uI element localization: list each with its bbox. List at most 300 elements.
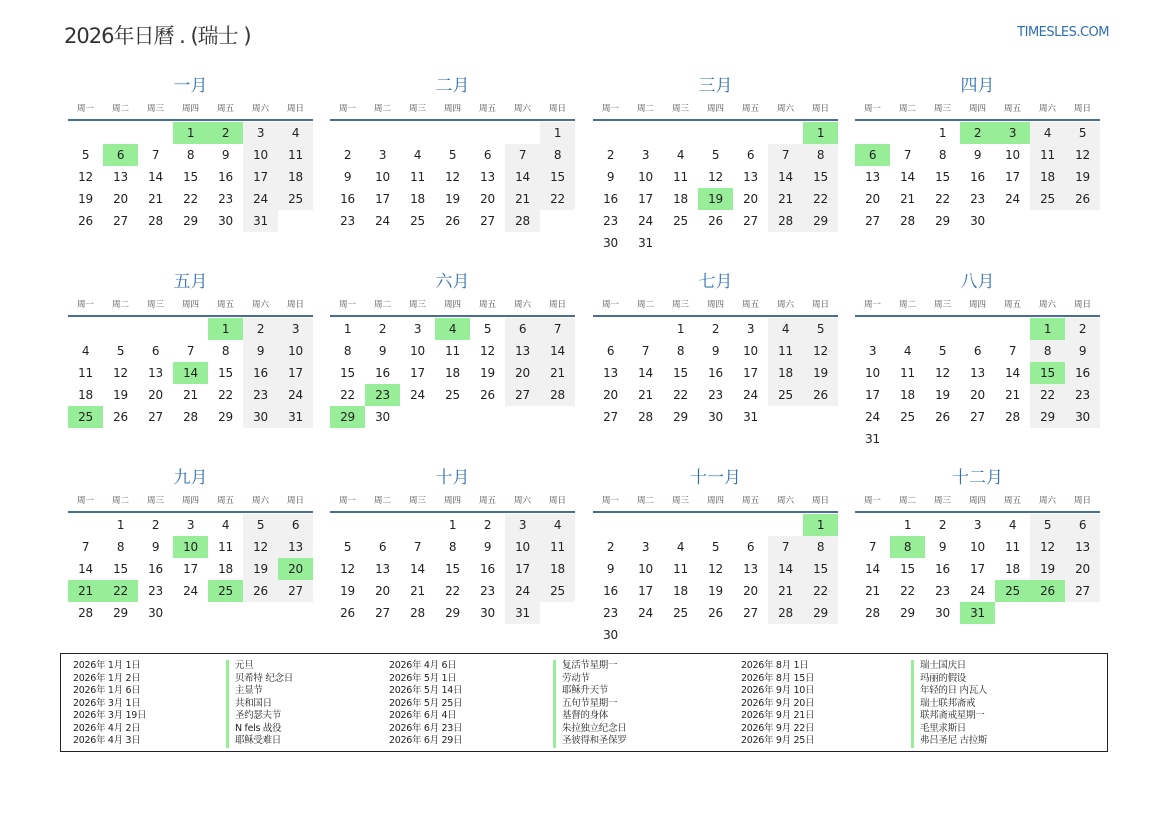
day-cell: 9 [606, 562, 615, 576]
day-cell: 7 [903, 148, 912, 162]
weekday-label: 周四 [706, 300, 724, 310]
weekday-label: 周六 [513, 104, 531, 114]
day-blank [925, 318, 960, 340]
day-cell: 28 [1005, 410, 1020, 424]
holiday-list [60, 653, 1108, 752]
weekday-label: 周二 [373, 104, 391, 114]
holiday-date: 2026年 9月 25日 [741, 735, 815, 746]
day-cell: 8 [938, 148, 947, 162]
day-cell: 14 [768, 166, 803, 188]
day-cell: 12 [803, 340, 838, 362]
day-cell: 19 [445, 192, 460, 206]
weekday-label: 周四 [706, 496, 724, 506]
day-blank [960, 318, 995, 340]
day-cell: 15 [673, 366, 688, 380]
day-cell: 5 [938, 344, 947, 358]
day-cell: 22 [218, 388, 233, 402]
day-cell: 16 [243, 362, 278, 384]
holiday-date: 2026年 4月 3日 [73, 735, 141, 746]
weekday-label: 周六 [1038, 496, 1056, 506]
weekday-label: 周二 [898, 300, 916, 310]
day-cell: 3 [746, 322, 755, 336]
day-cell: 26 [113, 410, 128, 424]
day-cell: 10 [638, 170, 653, 184]
day-cell: 10 [410, 344, 425, 358]
day-cell: 10 [505, 536, 540, 558]
day-cell: 15 [540, 166, 575, 188]
weekday-label: 周日 [811, 496, 829, 506]
holiday-name: 耶稣受难日 [226, 735, 281, 748]
day-cell: 19 [1065, 166, 1100, 188]
day-cell: 12 [243, 536, 278, 558]
month-block [68, 465, 313, 624]
weekday-header [593, 295, 838, 317]
day-blank [470, 122, 505, 144]
day-cell-holiday: 25 [208, 580, 243, 602]
weekday-label: 周日 [548, 300, 566, 310]
day-cell-holiday: 1 [173, 122, 208, 144]
day-cell: 5 [81, 148, 90, 162]
holiday-name: 复活节星期一 [553, 660, 617, 673]
day-cell: 29 [183, 214, 198, 228]
day-cell: 6 [278, 514, 313, 536]
day-grid [855, 318, 1100, 450]
day-blank [173, 318, 208, 340]
weekday-label: 周六 [513, 496, 531, 506]
day-cell: 17 [865, 388, 880, 402]
weekday-label: 周三 [671, 300, 689, 310]
day-cell: 2 [243, 318, 278, 340]
holiday-date: 2026年 8月 1日 [741, 660, 809, 671]
day-cell: 9 [378, 344, 387, 358]
weekday-label: 周二 [111, 104, 129, 114]
day-cell: 19 [243, 558, 278, 580]
month-name: 十一月 [690, 468, 741, 488]
holiday-date: 2026年 1月 1日 [73, 660, 141, 671]
day-cell: 17 [243, 166, 278, 188]
day-blank [593, 122, 628, 144]
day-blank [698, 122, 733, 144]
day-cell: 24 [970, 584, 985, 598]
day-cell: 27 [970, 410, 985, 424]
day-cell: 25 [673, 606, 688, 620]
day-blank [365, 514, 400, 536]
holiday-name: 年轻的日 内瓦人 [911, 685, 987, 698]
day-cell: 11 [540, 536, 575, 558]
day-cell: 3 [413, 322, 422, 336]
day-cell: 30 [970, 214, 985, 228]
day-cell: 1 [343, 322, 352, 336]
day-cell-holiday: 15 [1030, 362, 1065, 384]
month-name: 十月 [435, 468, 470, 488]
month-block [330, 465, 575, 624]
day-cell: 3 [868, 344, 877, 358]
day-cell: 10 [1005, 148, 1020, 162]
day-cell: 27 [480, 214, 495, 228]
weekday-label: 周五 [1003, 300, 1021, 310]
holiday-date: 2026年 3月 19日 [73, 710, 147, 721]
weekday-label: 周二 [898, 104, 916, 114]
day-cell: 3 [973, 518, 982, 532]
day-cell: 24 [375, 214, 390, 228]
day-cell: 25 [540, 580, 575, 602]
day-cell: 27 [505, 384, 540, 406]
day-cell-holiday: 26 [1030, 580, 1065, 602]
day-cell: 27 [865, 214, 880, 228]
day-cell: 18 [768, 362, 803, 384]
day-cell: 27 [148, 410, 163, 424]
day-cell: 11 [78, 366, 93, 380]
day-cell-holiday: 14 [173, 362, 208, 384]
day-cell: 2 [938, 518, 947, 532]
day-cell: 7 [768, 536, 803, 558]
holiday-name: 圣彼得和圣保罗 [553, 735, 626, 748]
day-cell-holiday: 1 [803, 514, 838, 536]
day-blank [68, 318, 103, 340]
day-cell-holiday: 22 [103, 580, 138, 602]
day-cell: 14 [78, 562, 93, 576]
day-cell: 23 [603, 214, 618, 228]
weekday-label: 周三 [671, 496, 689, 506]
day-cell: 5 [711, 540, 720, 554]
day-cell: 21 [900, 192, 915, 206]
weekday-label: 周五 [216, 300, 234, 310]
weekday-label: 周三 [671, 104, 689, 114]
day-cell: 30 [375, 410, 390, 424]
day-cell: 2 [606, 540, 615, 554]
day-cell: 14 [865, 562, 880, 576]
holiday-name: 耶稣升天节 [553, 685, 608, 698]
holiday-name: 劳动节 [553, 673, 590, 686]
weekday-label: 周五 [478, 496, 496, 506]
day-cell: 21 [638, 388, 653, 402]
day-cell: 3 [505, 514, 540, 536]
day-blank [995, 318, 1030, 340]
day-cell: 16 [148, 562, 163, 576]
day-cell: 21 [768, 188, 803, 210]
day-cell: 15 [183, 170, 198, 184]
day-cell: 6 [505, 318, 540, 340]
day-cell: 4 [768, 318, 803, 340]
weekday-label: 周一 [338, 496, 356, 506]
day-cell: 7 [81, 540, 90, 554]
day-cell: 10 [865, 366, 880, 380]
day-cell: 17 [410, 366, 425, 380]
day-cell: 21 [768, 580, 803, 602]
day-cell: 8 [116, 540, 125, 554]
day-cell: 1 [676, 322, 685, 336]
weekday-label: 周三 [933, 496, 951, 506]
day-cell: 3 [641, 540, 650, 554]
day-blank [400, 122, 435, 144]
day-cell: 9 [938, 540, 947, 554]
weekday-label: 周五 [478, 104, 496, 114]
holiday-name: 基督的身体 [553, 710, 608, 723]
day-blank [855, 514, 890, 536]
day-cell: 24 [638, 214, 653, 228]
weekday-label: 周二 [111, 496, 129, 506]
day-cell: 5 [1065, 122, 1100, 144]
day-blank [628, 318, 663, 340]
holiday-name: N fels 战役 [226, 723, 281, 736]
day-cell: 28 [78, 606, 93, 620]
holiday-date: 2026年 1月 2日 [73, 672, 141, 684]
day-cell: 4 [413, 148, 422, 162]
holiday-date: 2026年 1月 6日 [73, 685, 141, 696]
day-cell: 10 [743, 344, 758, 358]
day-cell: 17 [638, 192, 653, 206]
day-cell: 28 [865, 606, 880, 620]
day-cell: 9 [151, 540, 160, 554]
day-cell: 14 [1005, 366, 1020, 380]
day-cell: 24 [743, 388, 758, 402]
day-cell: 18 [278, 166, 313, 188]
weekday-label: 周日 [1073, 496, 1091, 506]
day-cell: 4 [676, 148, 685, 162]
day-grid [68, 318, 313, 428]
weekday-label: 周四 [181, 496, 199, 506]
day-cell: 24 [1005, 192, 1020, 206]
day-cell: 27 [603, 410, 618, 424]
weekday-label: 周一 [863, 496, 881, 506]
day-cell: 26 [1065, 188, 1100, 210]
day-cell: 22 [935, 192, 950, 206]
day-cell: 9 [343, 170, 352, 184]
day-cell: 19 [340, 584, 355, 598]
site-link[interactable]: TIMESLES.COM [1017, 25, 1109, 40]
weekday-label: 周六 [513, 300, 531, 310]
day-cell: 26 [480, 388, 495, 402]
day-cell: 31 [638, 236, 653, 250]
day-cell: 11 [1030, 144, 1065, 166]
weekday-label: 周日 [548, 104, 566, 114]
day-cell: 19 [935, 388, 950, 402]
month-block [855, 465, 1100, 624]
day-cell: 23 [603, 606, 618, 620]
weekday-label: 周日 [1073, 104, 1091, 114]
weekday-label: 周四 [706, 104, 724, 114]
day-cell: 28 [638, 410, 653, 424]
holiday-name: 玛丽的假设 [911, 673, 966, 686]
day-blank [855, 122, 890, 144]
day-cell: 5 [483, 322, 492, 336]
day-cell: 4 [1008, 518, 1017, 532]
day-cell: 13 [148, 366, 163, 380]
day-cell: 6 [151, 344, 160, 358]
weekday-label: 周日 [548, 496, 566, 506]
weekday-header [330, 99, 575, 121]
day-cell: 12 [1065, 144, 1100, 166]
weekday-label: 周一 [601, 300, 619, 310]
day-cell: 10 [278, 340, 313, 362]
day-cell: 11 [1005, 540, 1020, 554]
day-cell: 30 [243, 406, 278, 428]
day-cell: 21 [505, 188, 540, 210]
day-cell: 5 [448, 148, 457, 162]
holiday-date: 2026年 9月 20日 [741, 697, 815, 709]
day-cell: 13 [743, 170, 758, 184]
day-cell: 1 [540, 122, 575, 144]
day-cell: 28 [148, 214, 163, 228]
weekday-label: 周二 [898, 496, 916, 506]
day-cell: 13 [113, 170, 128, 184]
day-grid [593, 122, 838, 254]
day-cell: 14 [505, 166, 540, 188]
day-cell-holiday: 2 [208, 122, 243, 144]
weekday-label: 周一 [601, 496, 619, 506]
day-cell: 29 [445, 606, 460, 620]
day-cell: 31 [865, 432, 880, 446]
day-grid [330, 122, 575, 232]
day-cell: 7 [186, 344, 195, 358]
day-cell-holiday: 19 [698, 188, 733, 210]
day-cell-holiday: 1 [803, 122, 838, 144]
day-cell: 8 [186, 148, 195, 162]
day-cell: 5 [803, 318, 838, 340]
day-cell: 28 [768, 210, 803, 232]
weekday-label: 周六 [776, 300, 794, 310]
holiday-date: 2026年 5月 1日 [389, 672, 457, 684]
day-cell: 15 [445, 562, 460, 576]
day-cell: 20 [113, 192, 128, 206]
day-cell: 8 [803, 536, 838, 558]
month-block [68, 73, 313, 232]
day-cell: 4 [1030, 122, 1065, 144]
day-cell: 3 [278, 318, 313, 340]
day-cell: 25 [900, 410, 915, 424]
day-cell: 1 [938, 126, 947, 140]
day-cell: 20 [148, 388, 163, 402]
weekday-label: 周三 [146, 104, 164, 114]
weekday-label: 周一 [338, 300, 356, 310]
day-blank [855, 318, 890, 340]
day-cell: 30 [480, 606, 495, 620]
day-cell: 24 [505, 580, 540, 602]
day-cell: 19 [113, 388, 128, 402]
weekday-label: 周六 [776, 496, 794, 506]
day-cell-holiday: 8 [890, 536, 925, 558]
weekday-label: 周六 [251, 496, 269, 506]
day-cell: 20 [970, 388, 985, 402]
day-cell: 29 [218, 410, 233, 424]
day-cell: 19 [1030, 558, 1065, 580]
weekday-label: 周五 [1003, 496, 1021, 506]
day-cell: 5 [116, 344, 125, 358]
weekday-label: 周二 [636, 104, 654, 114]
day-cell: 13 [1065, 536, 1100, 558]
day-blank [365, 122, 400, 144]
weekday-label: 周日 [286, 104, 304, 114]
weekday-label: 周三 [933, 104, 951, 114]
day-cell: 17 [505, 558, 540, 580]
day-cell: 2 [606, 148, 615, 162]
weekday-label: 周四 [968, 300, 986, 310]
day-cell-holiday: 21 [68, 580, 103, 602]
month-name: 四月 [960, 76, 995, 96]
holiday-name: 联邦斋戒星期一 [911, 710, 984, 723]
day-cell: 8 [448, 540, 457, 554]
holiday-date: 2026年 6月 23日 [389, 722, 463, 734]
day-cell: 24 [243, 188, 278, 210]
day-cell: 31 [243, 210, 278, 232]
day-cell: 5 [343, 540, 352, 554]
day-cell: 24 [638, 606, 653, 620]
day-cell: 23 [970, 192, 985, 206]
day-cell: 21 [865, 584, 880, 598]
day-cell: 31 [278, 406, 313, 428]
holiday-date: 2026年 4月 6日 [389, 660, 457, 671]
day-cell: 19 [708, 584, 723, 598]
day-cell: 24 [278, 384, 313, 406]
weekday-label: 周六 [251, 300, 269, 310]
day-cell: 30 [218, 214, 233, 228]
day-cell: 13 [480, 170, 495, 184]
month-block [593, 465, 838, 646]
day-cell: 6 [483, 148, 492, 162]
day-cell: 12 [113, 366, 128, 380]
day-cell-holiday: 25 [995, 580, 1030, 602]
month-name: 九月 [173, 468, 208, 488]
month-name: 三月 [698, 76, 733, 96]
day-cell-holiday: 3 [995, 122, 1030, 144]
day-blank [663, 122, 698, 144]
month-name: 一月 [173, 76, 208, 96]
day-cell: 25 [1030, 188, 1065, 210]
holiday-name: 共和国日 [226, 698, 272, 711]
day-cell: 19 [803, 362, 838, 384]
weekday-label: 周三 [408, 496, 426, 506]
day-cell: 4 [278, 122, 313, 144]
holiday-date: 2026年 4月 2日 [73, 722, 141, 734]
day-cell: 2 [483, 518, 492, 532]
day-blank [890, 122, 925, 144]
weekday-label: 周四 [968, 496, 986, 506]
day-cell: 26 [445, 214, 460, 228]
month-block [593, 269, 838, 428]
day-cell: 7 [151, 148, 160, 162]
weekday-header [855, 99, 1100, 121]
day-cell: 12 [708, 170, 723, 184]
day-cell: 20 [375, 584, 390, 598]
day-cell: 3 [186, 518, 195, 532]
holiday-date: 2026年 9月 21日 [741, 710, 815, 721]
day-blank [768, 122, 803, 144]
day-blank [698, 514, 733, 536]
holiday-date: 2026年 6月 29日 [389, 735, 463, 746]
day-blank [628, 514, 663, 536]
day-cell: 19 [78, 192, 93, 206]
day-cell: 6 [746, 148, 755, 162]
day-cell: 14 [540, 340, 575, 362]
day-cell: 30 [708, 410, 723, 424]
weekday-label: 周三 [408, 104, 426, 114]
day-cell: 7 [505, 144, 540, 166]
day-cell: 11 [900, 366, 915, 380]
day-cell: 4 [221, 518, 230, 532]
day-blank [890, 318, 925, 340]
day-cell: 23 [218, 192, 233, 206]
day-cell: 27 [113, 214, 128, 228]
day-blank [103, 318, 138, 340]
day-cell: 15 [113, 562, 128, 576]
page-title: 2026年日曆 . (瑞士 ) [64, 24, 251, 48]
weekday-label: 周四 [181, 300, 199, 310]
day-cell: 29 [935, 214, 950, 228]
day-cell: 15 [803, 558, 838, 580]
day-cell: 26 [78, 214, 93, 228]
day-cell: 1 [903, 518, 912, 532]
day-cell: 8 [803, 144, 838, 166]
